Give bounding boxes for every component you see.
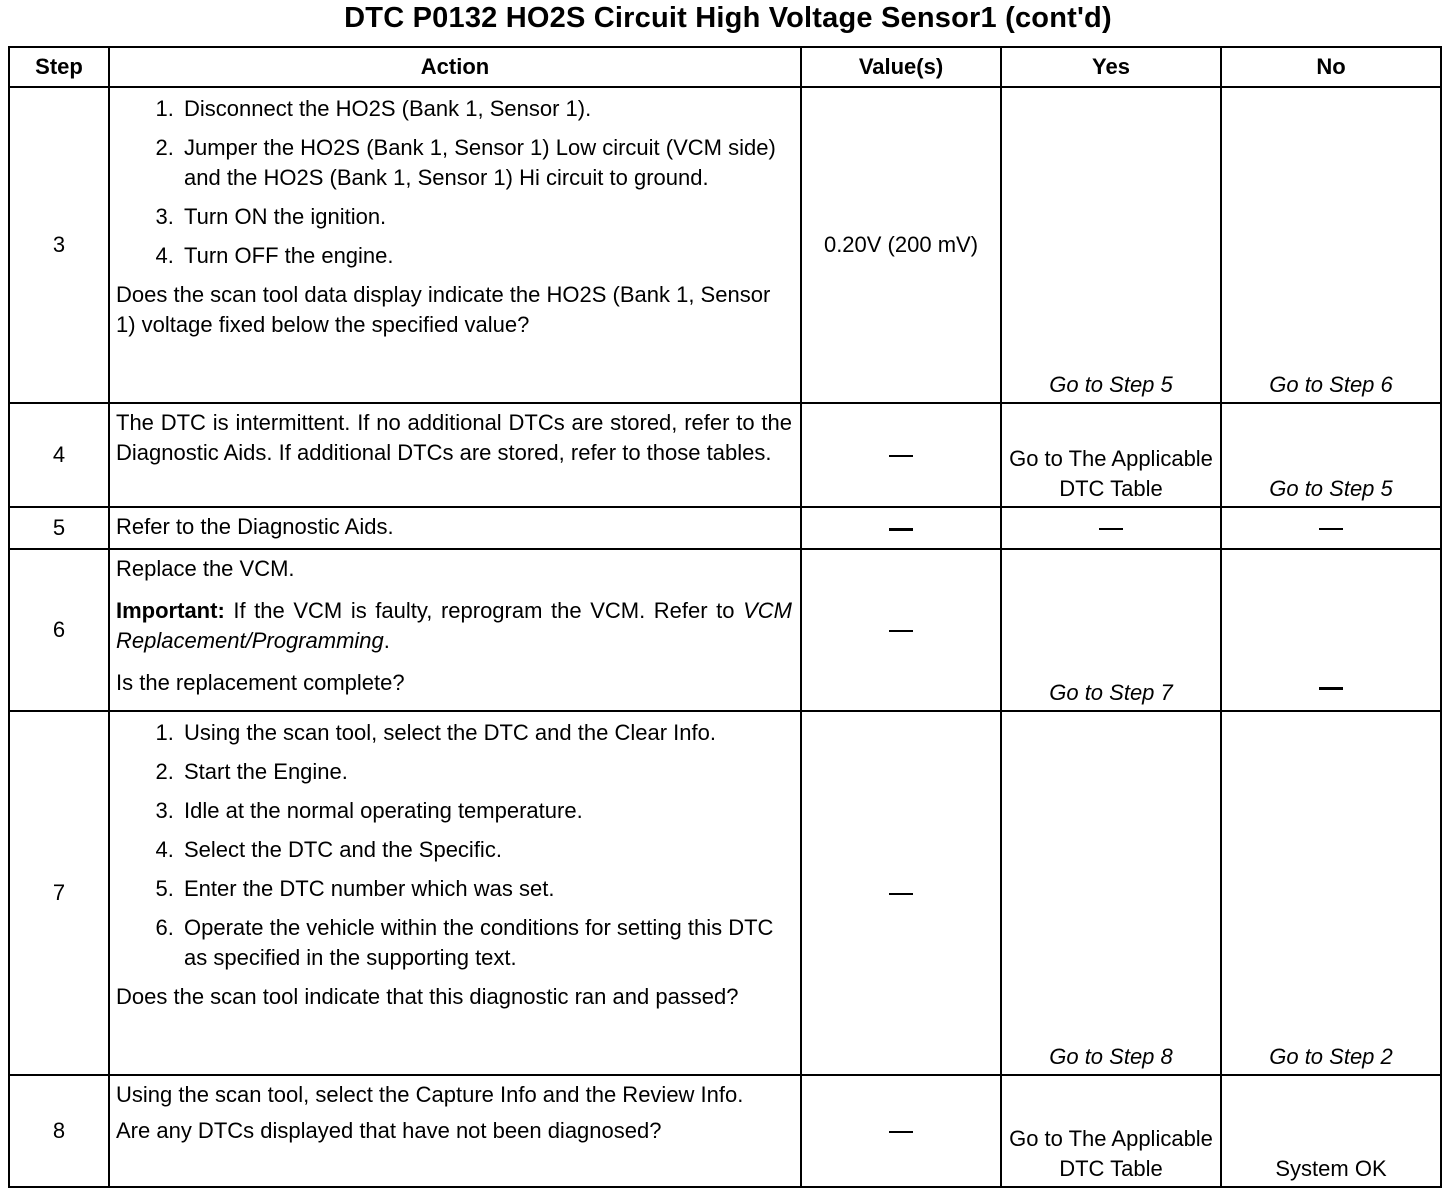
value-cell: 0.20V (200 mV) [801, 87, 1001, 403]
dash-icon [889, 1131, 913, 1133]
action-cell: The DTC is intermittent. If no additional DTCs are stored, refer to the Diagnostic Aids. If additional DTCs are stored, refer to those tables. [109, 403, 801, 507]
list-item: 3. Turn ON the ignition. [180, 202, 792, 232]
no-cell: Go to Step 6 [1221, 87, 1441, 403]
step-number: 8 [9, 1075, 109, 1187]
no-cell: System OK [1221, 1075, 1441, 1187]
header-action: Action [109, 47, 801, 87]
list-item: 1. Using the scan tool, select the DTC and the Clear Info. [180, 718, 792, 748]
value-cell [801, 711, 1001, 1075]
value-cell [801, 507, 1001, 549]
important-ref: VCM Replacement/Programming [116, 598, 792, 653]
header-row [9, 47, 1441, 87]
action-cell [109, 711, 801, 1075]
dash-icon [889, 455, 913, 457]
no-cell: Go to Step 5 [1221, 403, 1441, 507]
table-row-step-8 [9, 1075, 1441, 1187]
list-item: 4. Turn OFF the engine. [180, 241, 792, 271]
header-values: Value(s) [801, 47, 1001, 87]
action-question: Does the scan tool data display indicate the HO2S (Bank 1, Sensor 1) voltage fixed below the specified value? [116, 282, 771, 337]
no-cell: Go to Step 2 [1221, 711, 1441, 1075]
action-cell: Refer to the Diagnostic Aids. [109, 507, 801, 549]
action-list [116, 718, 792, 973]
action-list [116, 94, 792, 271]
table-row-step-3 [9, 87, 1441, 403]
yes-cell: Go to Step 8 [1001, 711, 1221, 1075]
no-cell [1221, 507, 1441, 549]
list-item: 3. Idle at the normal operating temperature. [180, 796, 792, 826]
dash-icon [889, 528, 913, 531]
important-end: . [383, 628, 390, 653]
dash-icon [1099, 528, 1123, 530]
action-question: Is the replacement complete? [116, 670, 405, 695]
list-item: 5. Enter the DTC number which was set. [180, 874, 792, 904]
list-item: 4. Select the DTC and the Specific. [180, 835, 792, 865]
step-number: 7 [9, 711, 109, 1075]
value-cell [801, 1075, 1001, 1187]
header-step: Step [9, 47, 109, 87]
table-row-step-6 [9, 549, 1441, 711]
list-item: 1. Disconnect the HO2S (Bank 1, Sensor 1). [180, 94, 792, 124]
dash-icon [889, 630, 913, 632]
yes-cell: Go to Step 5 [1001, 87, 1221, 403]
table-row-step-4 [9, 403, 1441, 507]
yes-cell: Go to The Applicable DTC Table [1001, 403, 1221, 507]
step-number: 5 [9, 507, 109, 549]
step-number: 4 [9, 403, 109, 507]
dash-icon [889, 893, 913, 895]
yes-cell: Go to The Applicable DTC Table [1001, 1075, 1221, 1187]
page-title: DTC P0132 HO2S Circuit High Voltage Sensor1 (cont'd) [344, 2, 1112, 34]
no-cell [1221, 549, 1441, 711]
list-item: 2. Jumper the HO2S (Bank 1, Sensor 1) Low circuit (VCM side) and the HO2S (Bank 1, Sensor 1) Hi circuit to ground. [180, 133, 792, 193]
important-label: Important: [116, 598, 225, 623]
important-text: If the VCM is faulty, reprogram the VCM. Refer to [224, 598, 744, 623]
action-cell [109, 549, 801, 711]
table-row-step-7 [9, 711, 1441, 1075]
action-question: Does the scan tool indicate that this diagnostic ran and passed? [116, 984, 739, 1009]
header-yes: Yes [1001, 47, 1221, 87]
yes-cell: Go to Step 7 [1001, 549, 1221, 711]
action-text: Replace the VCM. [116, 556, 295, 581]
dash-icon [1319, 687, 1343, 690]
list-item: 6. Operate the vehicle within the conditions for setting this DTC as specified in the supporting text. [180, 913, 792, 973]
diagnostic-table [8, 46, 1442, 1188]
step-number: 3 [9, 87, 109, 403]
action-cell [109, 1075, 801, 1187]
table-row-step-5 [9, 507, 1441, 549]
action-text: Using the scan tool, select the Capture Info and the Review Info. [116, 1082, 744, 1107]
important-note [116, 596, 792, 656]
yes-cell [1001, 507, 1221, 549]
value-cell [801, 549, 1001, 711]
action-question: Are any DTCs displayed that have not been diagnosed? [116, 1118, 662, 1143]
step-number: 6 [9, 549, 109, 711]
list-item: 2. Start the Engine. [180, 757, 792, 787]
dash-icon [1319, 528, 1343, 530]
action-cell [109, 87, 801, 403]
value-cell [801, 403, 1001, 507]
header-no: No [1221, 47, 1441, 87]
